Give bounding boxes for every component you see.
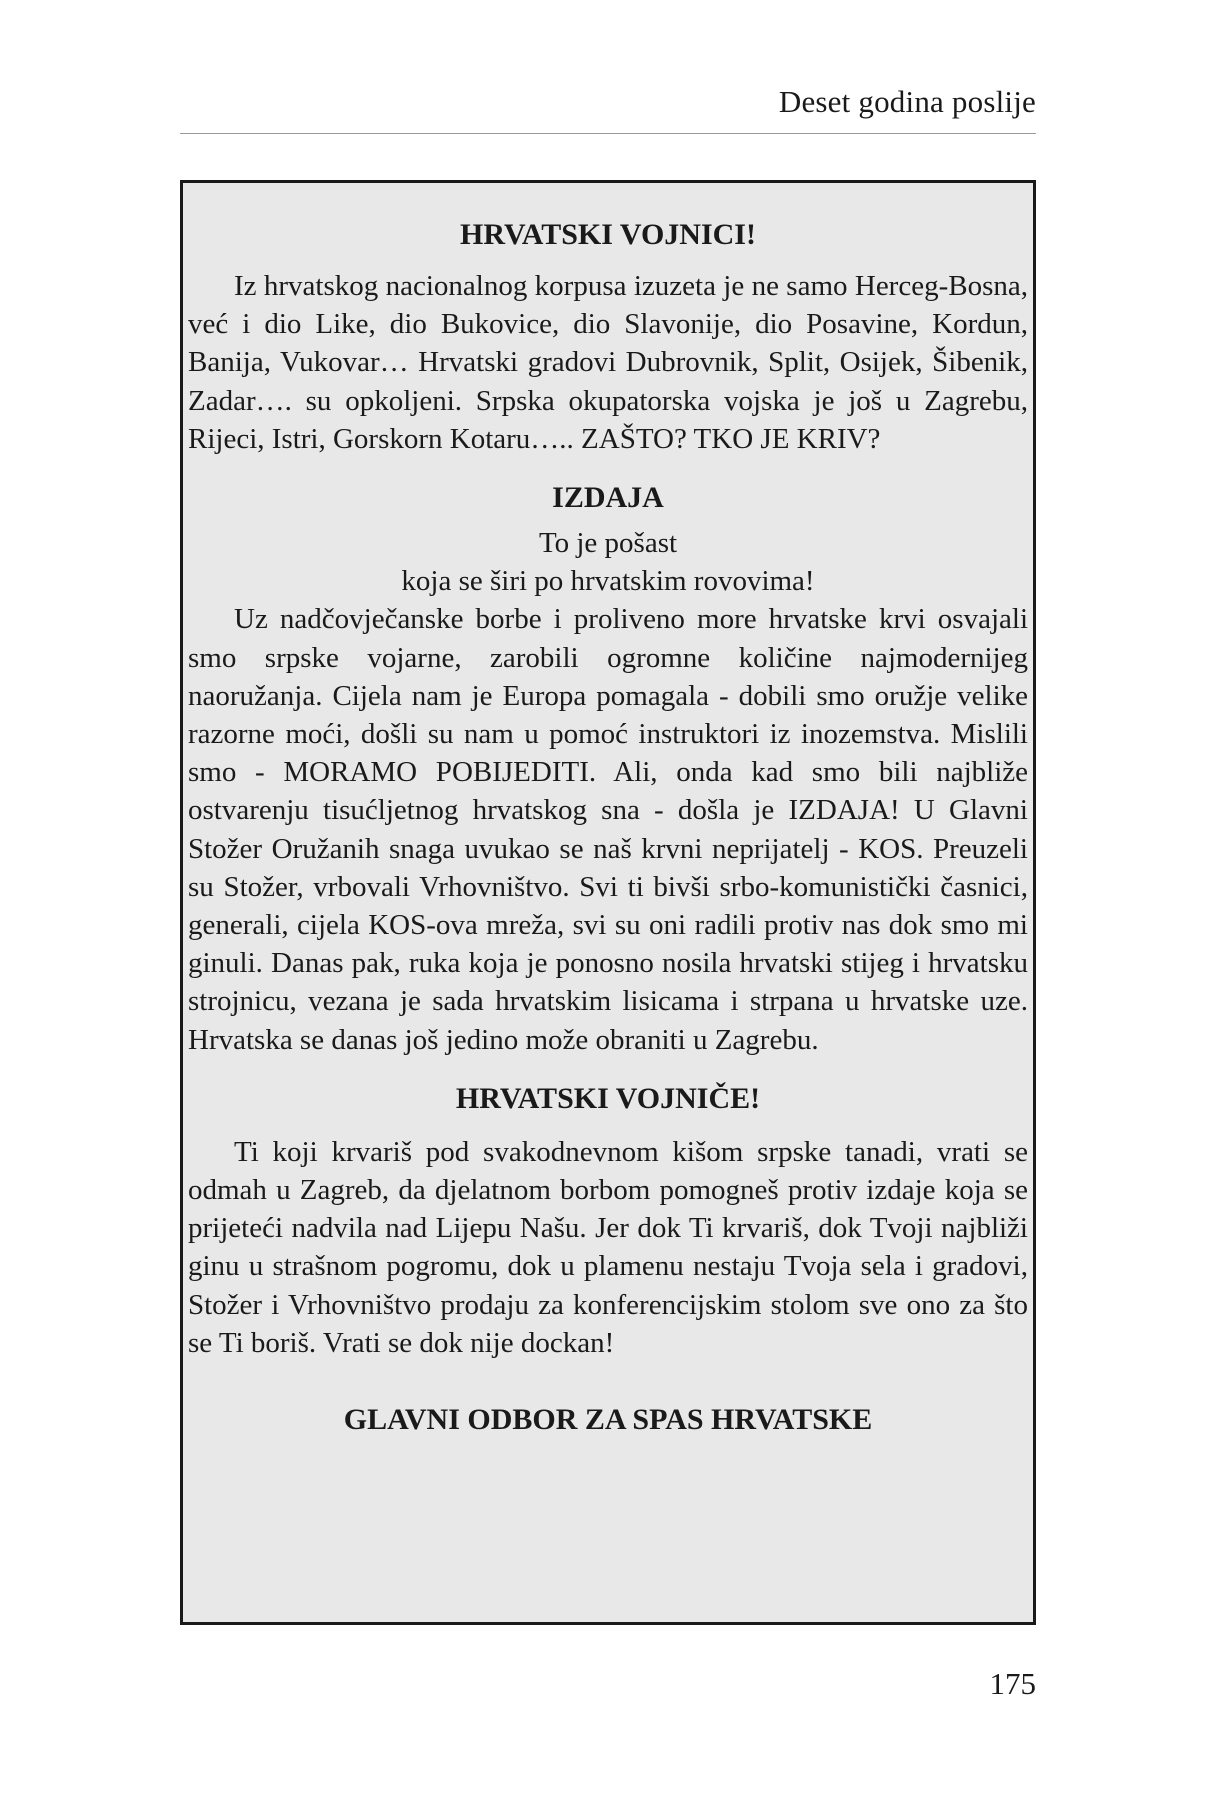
paragraph-appeal: Ti koji krvariš pod svakodnevnom kišom srpske tanadi, vrati se odmah u Zagreb, da djelatnom borbom pomogneš protiv izdaje koja se prijeteći nadvila nad Lijepu Našu. Jer dok Ti krvariš, dok Tvoji najbliži ginu u strašnom pogromu, dok u plamenu nestaju Tvoja sela i gradovi, Stožer i Vrhovništvo prodaju za konferencijskim stolom sve ono za što se Ti boriš. Vrati se dok nije dockan! [188, 1135, 1028, 1359]
heading-izdaja: IZDAJA [552, 481, 664, 515]
heading-hrvatski-vojnice: HRVATSKI VOJNIČE! [455, 1081, 761, 1115]
paragraph-intro: Iz hrvatskog nacionalnog korpusa izuzeta je ne samo Herceg-Bosna, već i dio Like, dio Bukovice, dio Slavonije, dio Posavine, Kordun, Banija, Vukovar… Hrvatski gradovi Dubrovnik, Split, Osijek, Šibenik, Zadar…. su opkoljeni. Srpska okupatorska vojska je još u Zagrebu, Rijeci, Istri, Gorskorn Kotaru….. ZAŠTO? TKO JE KRIV? [188, 270, 1028, 455]
paragraph-betrayal: Uz nadčovječanske borbe i proliveno more hrvatske krvi osvajali smo srpske vojarne, zarobili ogromne količine najmodernijeg naoružanja. Cijela nam je Europa pomagala - dobili smo oružje velike razorne moći, došli su nam u pomoć instruktori iz inozemstva. Mislili smo - MORAMO POBIJEDITI. Ali, onda kad smo bili najbliže ostvarenju tisućljetnog hrvatskog sna - došla je IZDAJA! U Glavni Stožer Oružanih snaga uvukao se naš krvni neprijatelj - KOS. Preuzeli su Stožer, vrbovali Vrhovništvo. Svi ti bivši srbo-komunistički časnici, generali, cijela KOS-ova mreža, svi su oni radili protiv nas dok smo mi ginuli. Danas pak, ruka koja je ponosno nosila hrvatski stijeg i hrvatsku strojnicu, vezana je sada hrvatskim lisicama i strpana u hrvatske uze. Hrvatska se danas još jedino može obraniti u Zagrebu. [188, 603, 1028, 1056]
header-divider [180, 133, 1036, 134]
signature: GLAVNI ODBOR ZA SPAS HRVATSKE [343, 1403, 873, 1437]
heading-hrvatski-vojnici: HRVATSKI VOJNICI! [460, 218, 756, 251]
centered-line-1: To je pošast [538, 527, 678, 560]
centered-line-2: koja se širi po hrvatskim rovovima! [401, 565, 815, 598]
proclamation-box [180, 180, 1036, 1625]
running-head: Deset godina poslije [778, 84, 1036, 119]
page-number: 175 [989, 1666, 1036, 1701]
